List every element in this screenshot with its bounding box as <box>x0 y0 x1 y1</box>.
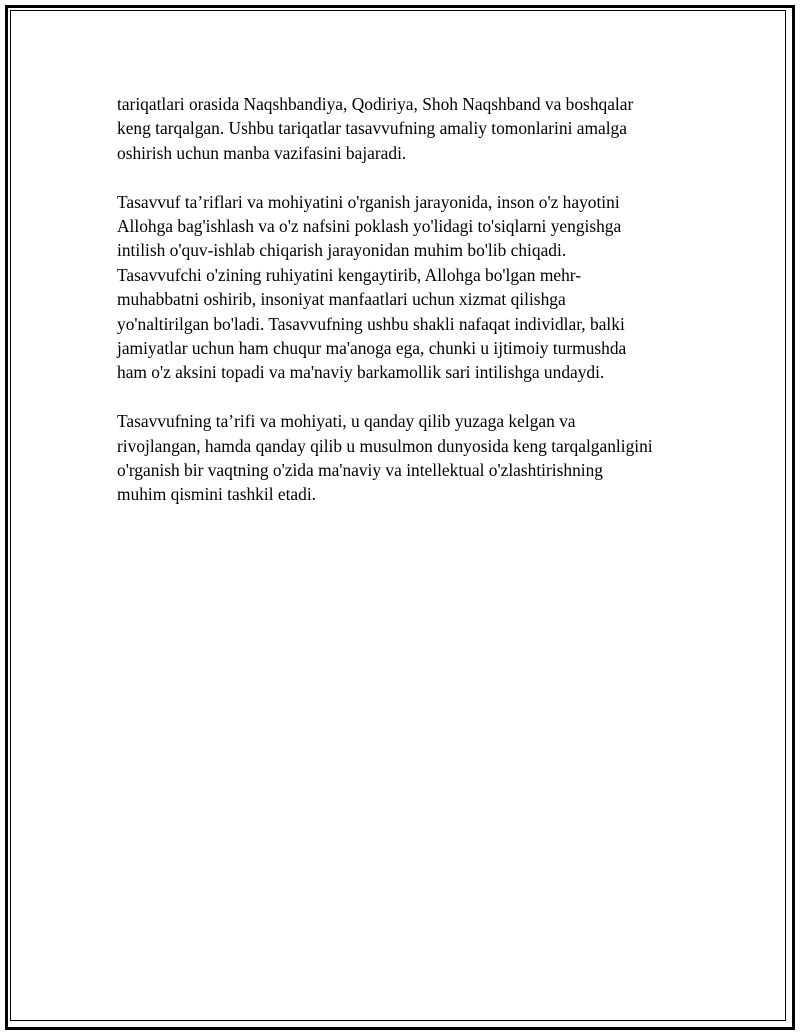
paragraph-1: tariqatlari orasida Naqshbandiya, Qodiriya, Shoh Naqshband va boshqalar keng tarqalgan. Ushbu tariqatlar tasavvufning amaliy tomonlarini amalga oshirish uchun manba vazifasini bajaradi. <box>117 94 634 163</box>
document-body <box>117 92 707 531</box>
paragraph-2: Tasavvuf ta’riflari va mohiyatini o'rganish jarayonida, inson o'z hayotini Allohga bag'ishlash va o'z nafsini poklash yo'lidagi to'siqlarni yengishga intilish o'quv-ishlab chiqarish jarayonidan muhim bo'lib chiqadi. Tasavvufchi o'zining ruhiyatini kengaytirib, Allohga bo'lgan mehr- muhabbatni oshirib, insoniyat manfaatlari uchun xizmat qilishga yo'naltirilgan bo'ladi. Tasavvufning ushbu shakli nafaqat individlar, balki jamiyatlar uchun ham chuqur ma'anoga ega, chunki u ijtimoiy turmushda ham o'z aksini topadi va ma'naviy barkamollik sari intilishga undaydi. <box>117 191 627 383</box>
paragraph-3: Tasavvufning ta’rifi va mohiyati, u qanday qilib yuzaga kelgan va rivojlangan, hamda qanday qilib u musulmon dunyosida keng tarqalganligini o'rganish bir vaqtning o'zida ma'naviy va intellektual o'zlashtirishning muhim qismini tashkil etadi. <box>117 411 653 505</box>
